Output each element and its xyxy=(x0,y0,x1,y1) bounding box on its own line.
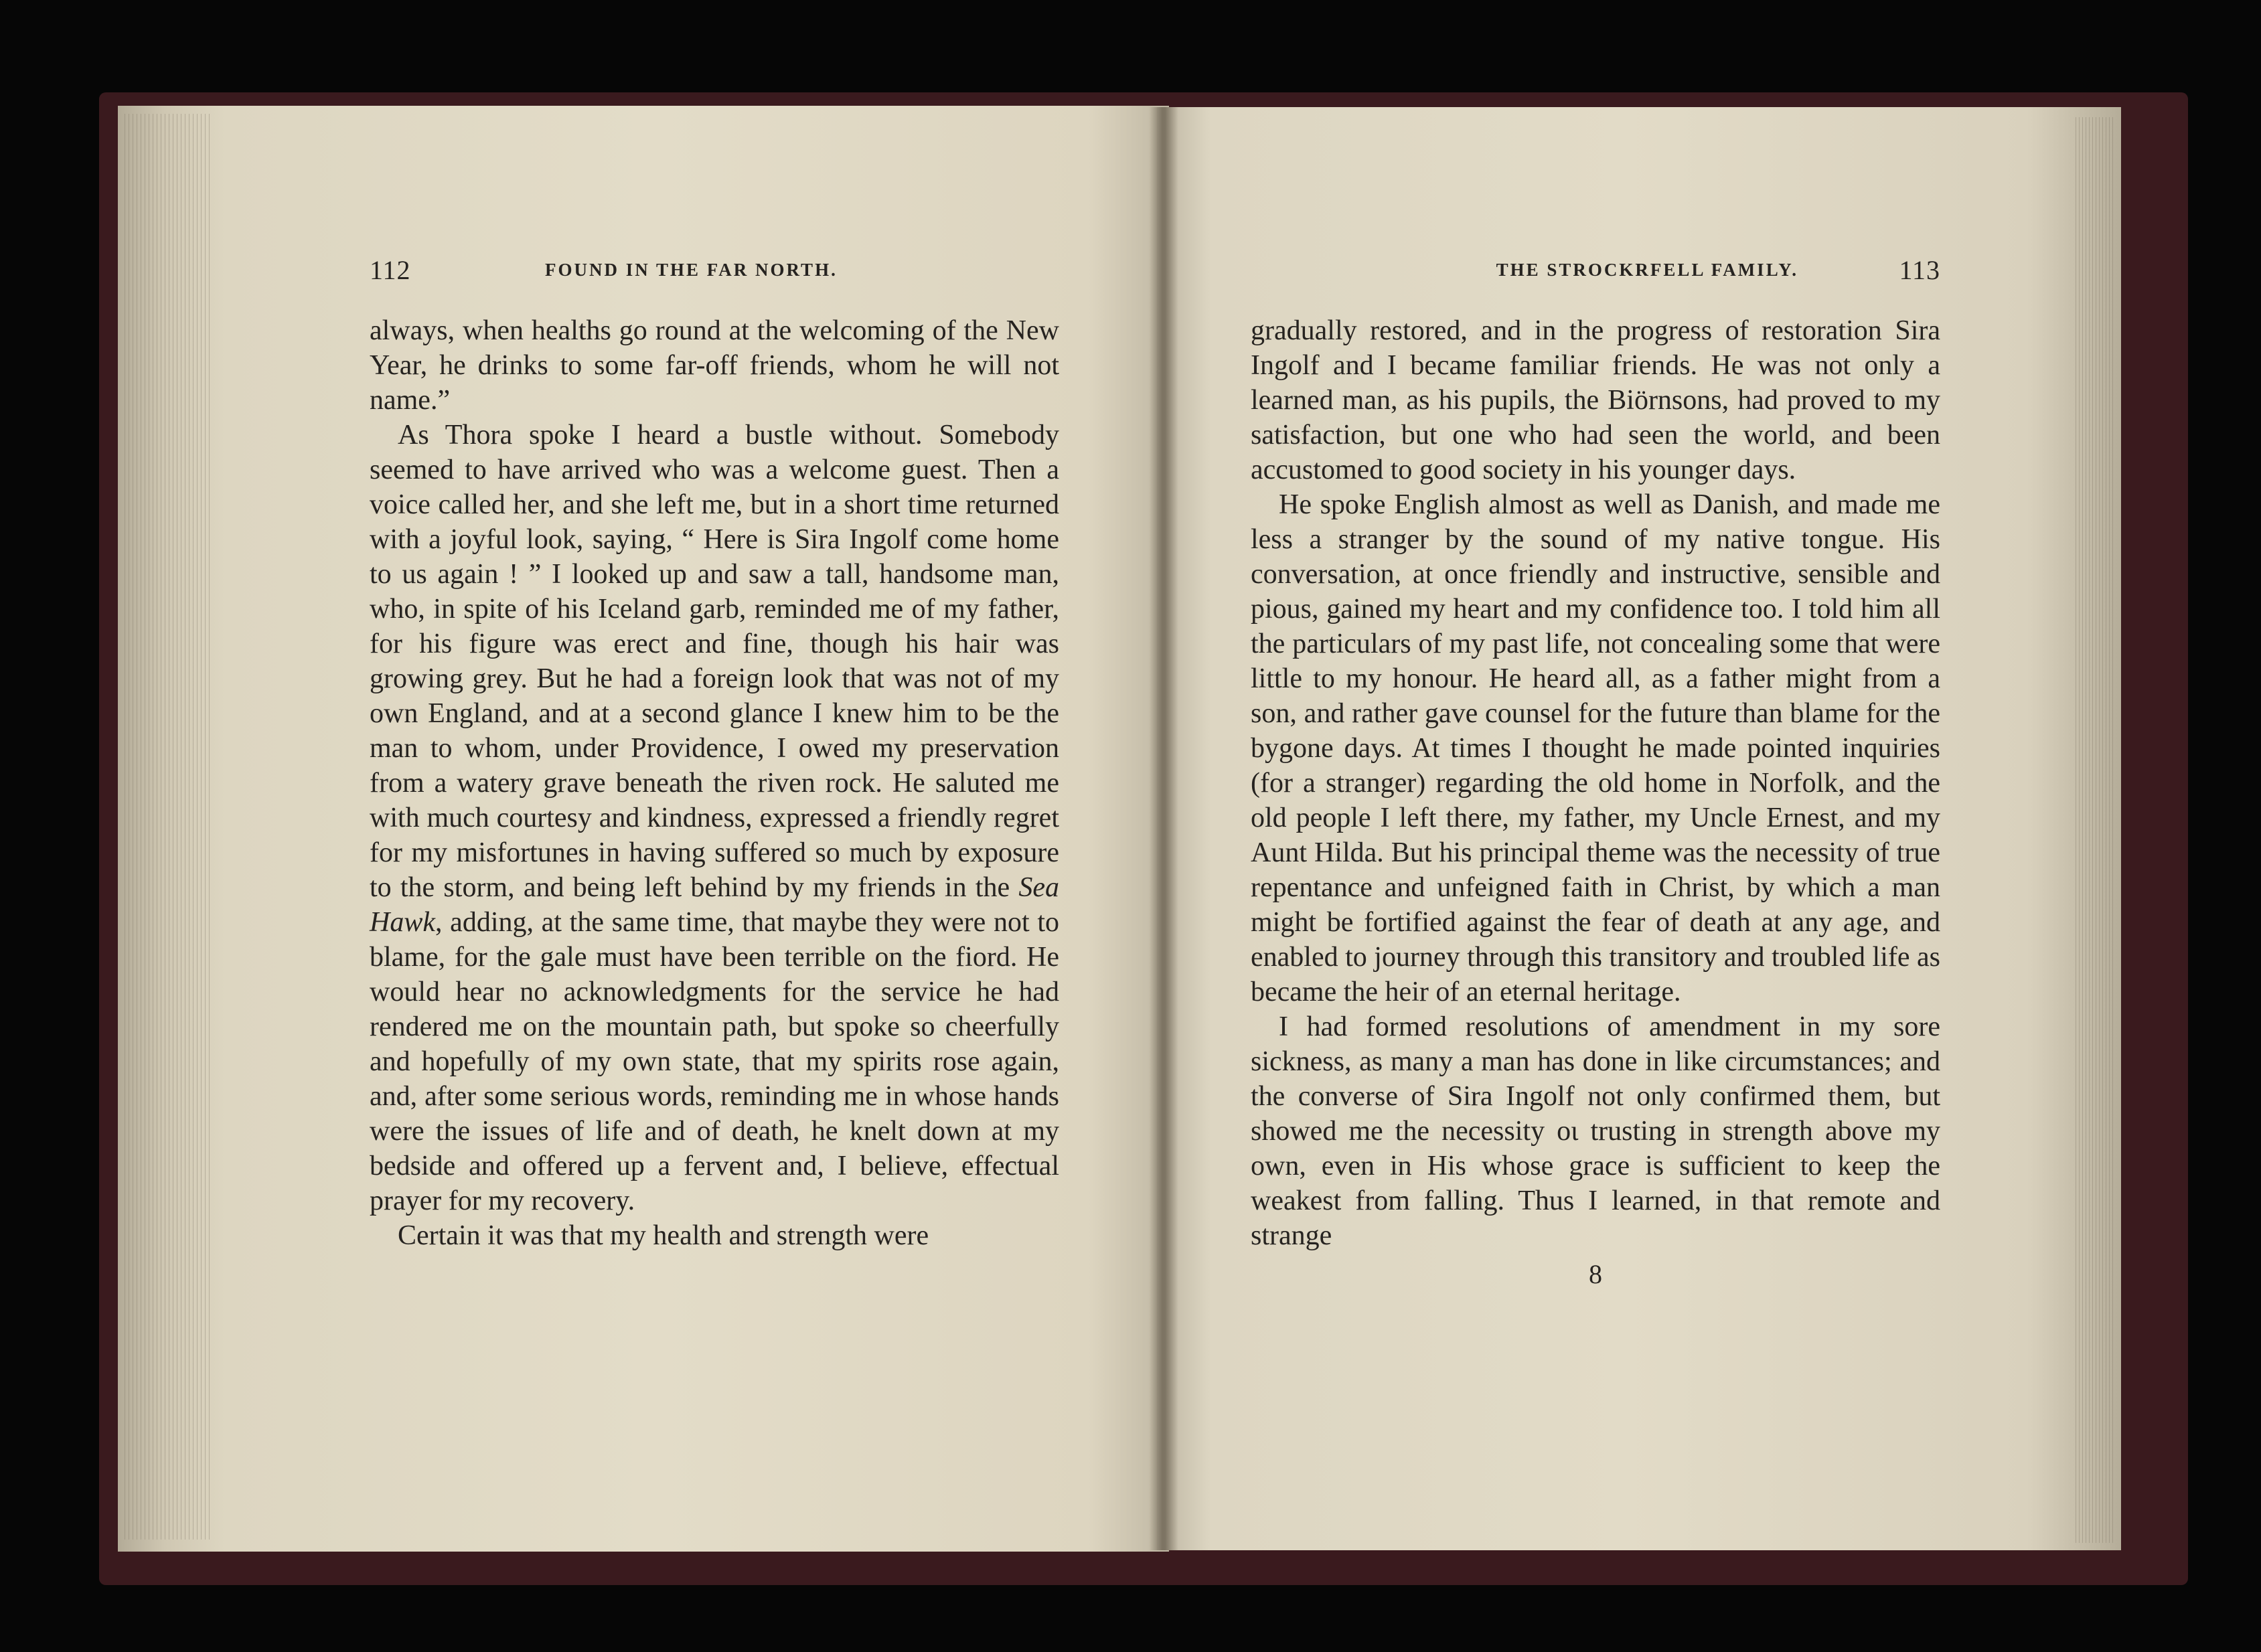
left-page xyxy=(370,254,1059,1253)
right-running-title: THE STROCKRFELL FAMILY. xyxy=(1496,260,1798,280)
left-paragraph-3: Certain it was that my health and strength were xyxy=(398,1220,929,1251)
left-running-head xyxy=(370,254,1059,301)
right-page-text xyxy=(1251,313,1940,1253)
ship-name: Sea Hawk xyxy=(370,872,1059,938)
right-page-number: 113 xyxy=(1899,255,1940,285)
left-page-edges xyxy=(125,114,212,1540)
book-gutter xyxy=(1149,107,1178,1550)
left-running-title: FOUND IN THE FAR NORTH. xyxy=(545,260,838,280)
left-paragraph-2-end: , adding, at the same time, that maybe they were not to blame, for the gale must have been terrible on the fiord. He would hear no acknowledgments for the service he had rendered me on the mountain path, but spoke so cheerfully and hopefully of my own state, that my spirits rose again, and, after some serious words, reminding me in whose hands were the issues of life and of death, he knelt down at my bedside and offered up a fervent and, I believe, effectual prayer for my recovery. xyxy=(370,907,1059,1216)
right-paragraph-1: gradually restored, and in the progress of restoration Sira Ingolf and I became familiar friends. He was not only a learned man, as his pupils, the Biörnsons, had proved to my satisfaction, but one who had seen the world, and been accustomed to good society in his younger days. xyxy=(1251,315,1940,485)
right-page-edges xyxy=(2076,117,2116,1543)
left-paragraph-2-start: As Thora spoke I heard a bustle without. Somebody seemed to have arrived who was a welcome guest. Then a voice called her, and she left me, but in a short time returned with a joyful look, saying, “ Here is Sira Ingolf come home to us again ! ” I looked up and saw a tall, handsome man, who, in spite of his Iceland garb, reminded me of my father, for his figure was erect and fine, though his hair was growing grey. But he had a foreign look that was not of my own England, and at a second glance I knew him to be the man to whom, under Providence, I owed my preservation from a watery grave beneath the riven rock. He saluted me with much courtesy and kindness, expressed a friendly regret for my misfortunes in having suffered so much by exposure to the storm, and being left behind by my friends in the xyxy=(370,420,1059,903)
left-page-number: 112 xyxy=(370,255,411,285)
right-paragraph-2: He spoke English almost as well as Danish, and made me less a stranger by the sound of my native tongue. His conversation, at once friendly and instructive, sensible and pious, gained my heart and my confidence too. I told him all the particulars of my past life, not concealing some that were little to my honour. He heard all, as a father might from a son, and rather gave counsel for the future than blame for the bygone days. At times I thought he made pointed inquiries (for a stranger) regarding the old home in Norfolk, and the old people I left there, my father, my Uncle Ernest, and my Aunt Hilda. But his principal theme was the necessity of true repentance and unfeigned faith in Christ, by which a man might be fortified against the fear of death at any age, and enabled to journey through this transitory and troubled life as became the heir of an eternal heritage. xyxy=(1251,489,1940,1007)
right-paragraph-3: I had formed resolutions of amendment in my sore sickness, as many a man has done in like circumstances; and the converse of Sira Ingolf not only confirmed them, but showed me the necessity oι trusting in strength above my own, even in His whose grace is sufficient to keep the weakest from falling. Thus I learned, in that remote and strange xyxy=(1251,1011,1940,1251)
right-running-head xyxy=(1251,254,1940,301)
left-page-text xyxy=(370,313,1059,1253)
right-page xyxy=(1251,254,1940,1290)
signature-mark: 8 xyxy=(1589,1259,1602,1289)
left-paragraph-2 xyxy=(370,418,1059,1218)
left-paragraph-1: always, when healths go round at the welcoming of the New Year, he drinks to some far-off friends, whom he will not name.” xyxy=(370,315,1059,416)
